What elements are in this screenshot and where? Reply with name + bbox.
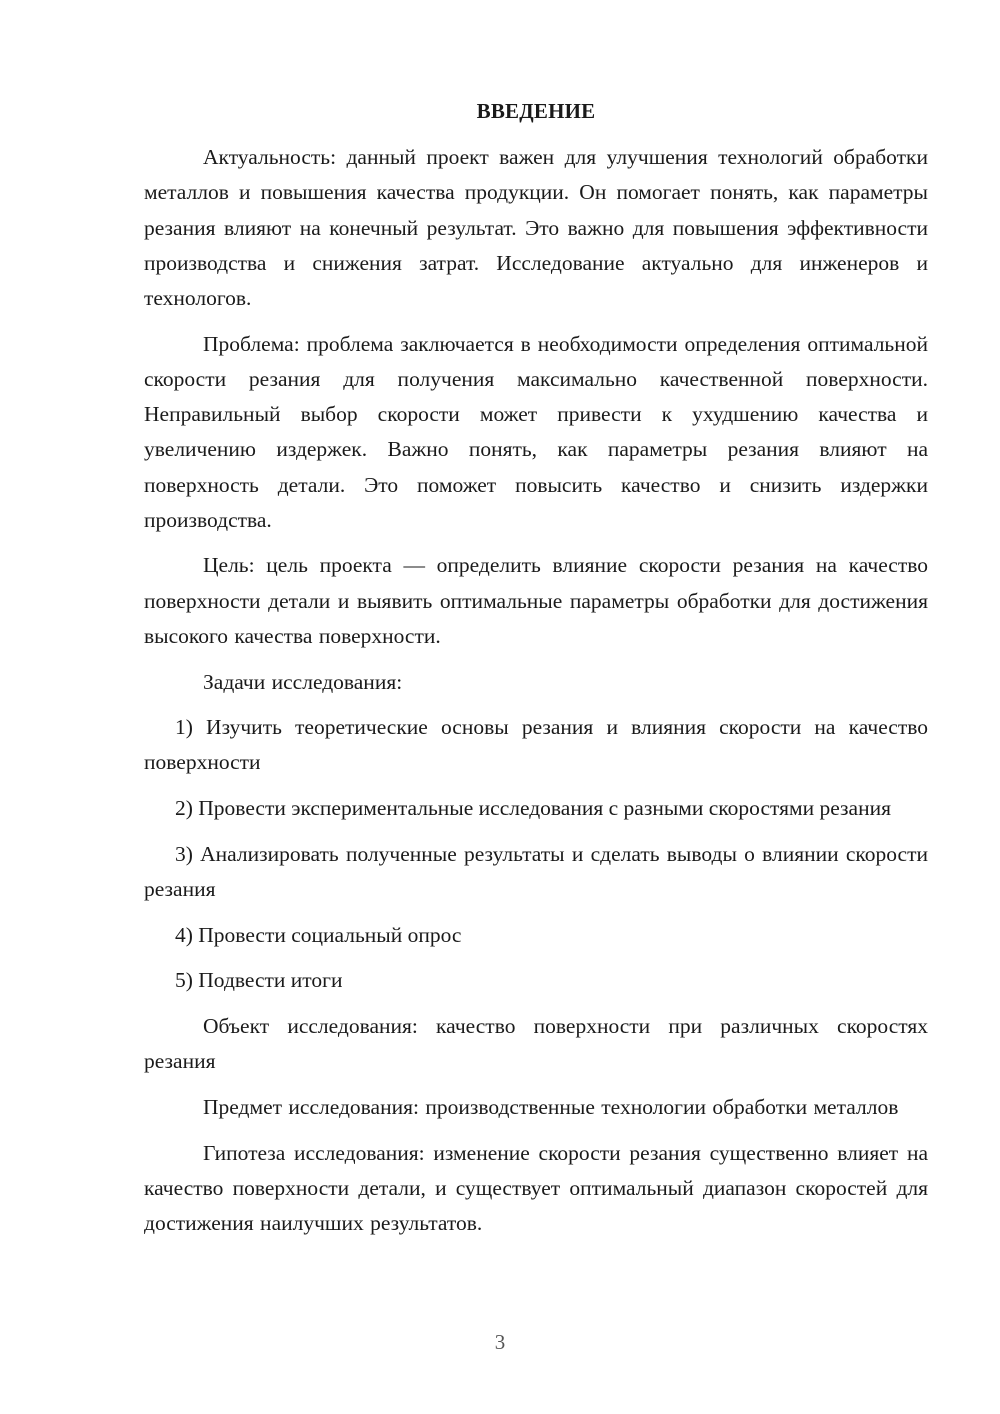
paragraph-subject: Предмет исследования: производственные технологии обработки металлов (203, 1095, 899, 1120)
task-item-4: 4) Провести социальный опрос (175, 922, 462, 947)
paragraph-object: Объект исследования: качество поверхности при различных скоростях резания (144, 1014, 928, 1074)
task-item-5: 5) Подвести итоги (175, 968, 343, 993)
task-item-3: 3) Анализировать полученные результаты и сделать выводы о влиянии скорости резания (144, 841, 928, 902)
page-number: 3 (494, 1330, 506, 1354)
page-content (144, 94, 928, 1252)
paragraph-problem: Проблема: проблема заключается в необходимости определения оптимальной скорости резания для получения максимально качественной поверхности. Неправильный выбор скорости может привести к ухудшению качества и увеличению издержек. Важно понять, как параметры резания влияют на поверхность детали. Это поможет повысить качество и снизить издержки производства. (144, 331, 928, 532)
tasks-heading: Задачи исследования: (203, 669, 403, 694)
paragraph-goal: Цель: цель проекта — определить влияние скорости резания на качество поверхности детали и выявить оптимальные параметры обработки для достижения высокого качества поверхности. (144, 553, 928, 648)
paragraph-hypothesis: Гипотеза исследования: изменение скорости резания существенно влияет на качество поверхности детали, и существует оптимальный диапазон скоростей для достижения наилучших результатов. (144, 1140, 928, 1236)
task-item-1: 1) Изучить теоретические основы резания и влияния скорости на качество поверхности (144, 715, 928, 775)
paragraph-relevance: Актуальность: данный проект важен для улучшения технологий обработки металлов и повышения качества продукции. Он помогает понять, как параметры резания влияют на конечный результат. Это важно для повышения эффективности производства и снижения затрат. Исследование актуально для инженеров и технологов. (144, 145, 928, 311)
page-title: ВВЕДЕНИЕ (476, 99, 596, 123)
task-item-2: 2) Провести экспериментальные исследования с разными скоростями резания (175, 796, 891, 821)
